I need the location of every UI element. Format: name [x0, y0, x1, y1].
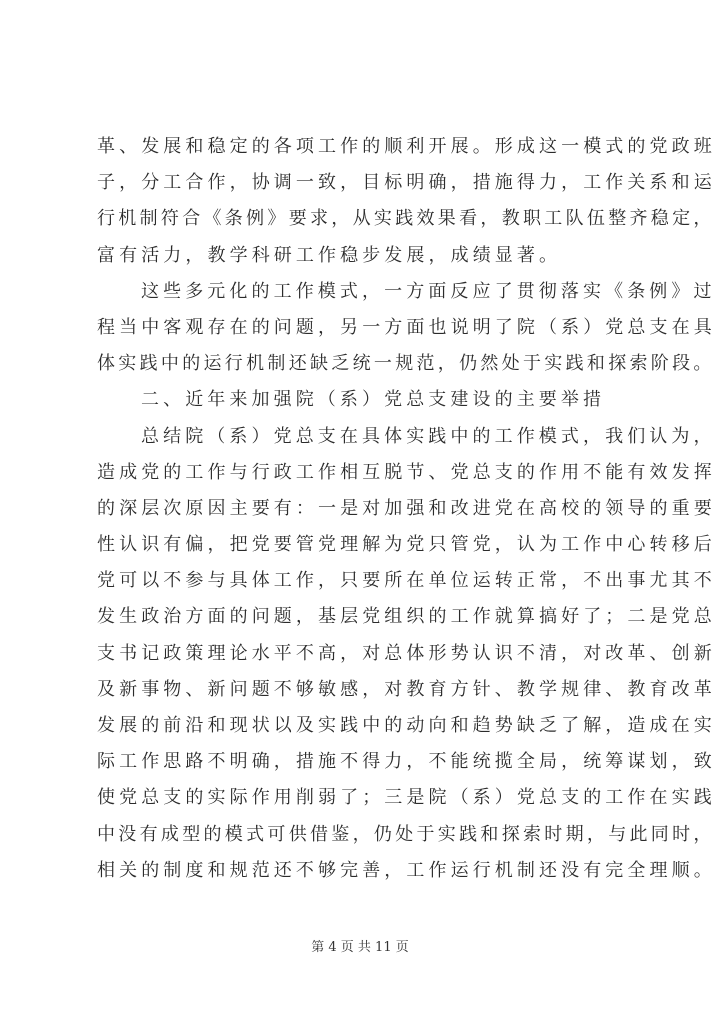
text-line: 党可以不参与具体工作，只要所在单位运转正常，不出事尤其不	[97, 570, 716, 592]
text-line: 程当中客观存在的问题，另一方面也说明了院（系）党总支在具	[97, 316, 716, 338]
text-line: 使党总支的实际作用削弱了；三是院（系）党总支的工作在实践	[97, 787, 716, 809]
text-line: 及新事物、新问题不够敏感，对教育方针、教学规律、教育改革	[97, 678, 716, 700]
paragraph-start-line: 这些多元化的工作模式，一方面反应了贯彻落实《条例》过	[141, 280, 716, 302]
text-line: 体实践中的运行机制还缺乏统一规范，仍然处于实践和探索阶段。	[97, 353, 715, 375]
text-line: 支书记政策理论水平不高，对总体形势认识不清，对改革、创新	[97, 642, 716, 664]
page-number-footer: 第 4 页 共 11 页	[311, 940, 409, 955]
text-line: 相关的制度和规范还不够完善，工作运行机制还没有完全理顺。	[97, 859, 716, 881]
text-line: 中没有成型的模式可供借鉴，仍处于实践和探索时期，与此同时，	[97, 823, 715, 845]
text-line: 际工作思路不明确，措施不得力，不能统揽全局，统筹谋划，致	[97, 751, 716, 773]
text-line: 革、发展和稳定的各项工作的顺利开展。形成这一模式的党政班	[97, 136, 716, 157]
text-line: 的深层次原因主要有：一是对加强和改进党在高校的领导的重要	[97, 497, 716, 519]
paragraph-start-line: 总结院（系）党总支在具体实践中的工作模式，我们认为，	[141, 425, 716, 447]
text-line: 发生政治方面的问题，基层党组织的工作就算搞好了；二是党总	[97, 606, 716, 628]
section-heading: 二、近年来加强院（系）党总支建设的主要举措	[141, 389, 606, 411]
text-line: 子，分工合作，协调一致，目标明确，措施得力，工作关系和运	[97, 172, 716, 194]
document-body	[97, 129, 716, 889]
text-line: 造成党的工作与行政工作相互脱节、党总支的作用不能有效发挥	[97, 461, 716, 483]
text-line: 富有活力，教学科研工作稳步发展，成绩显著。	[97, 244, 562, 266]
text-line: 行机制符合《条例》要求，从实践效果看，教职工队伍整齐稳定，	[97, 208, 715, 230]
text-line: 发展的前沿和现状以及实践中的动向和趋势缺乏了解，造成在实	[97, 715, 716, 736]
text-line: 性认识有偏，把党要管党理解为党只管党，认为工作中心转移后	[97, 534, 716, 556]
